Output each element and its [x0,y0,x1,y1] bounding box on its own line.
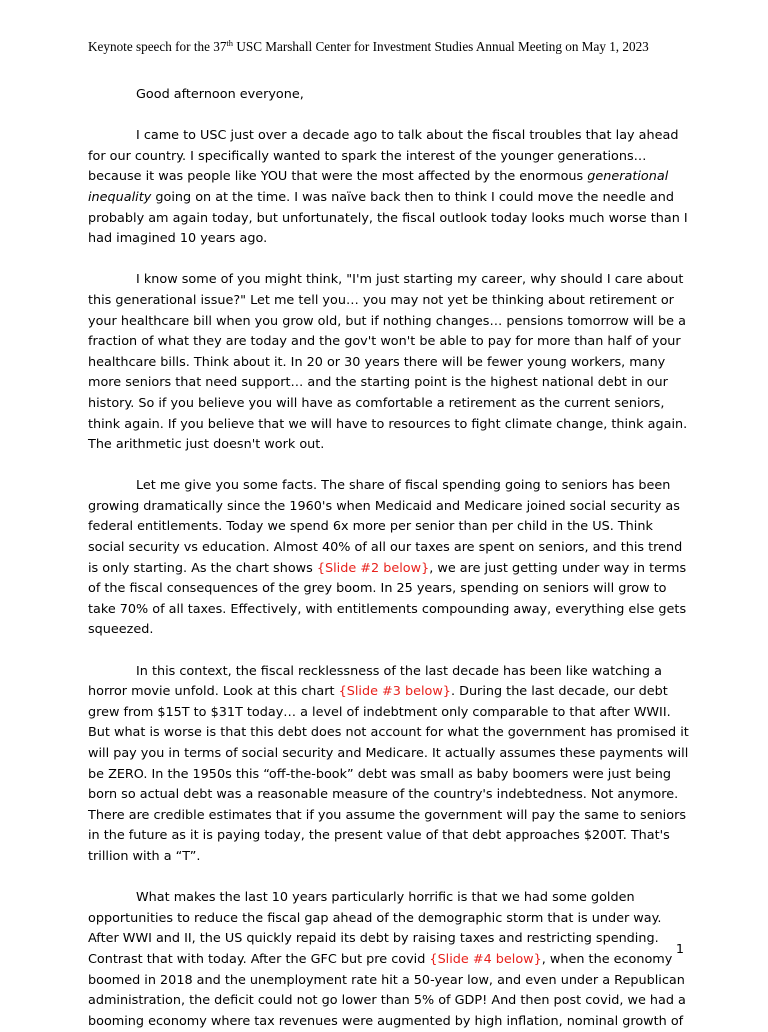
document-body [88,85,692,1032]
text-run: going on at the time. I was naïve back then to think I could move the needle and probably am again today, but unfortunately, the fiscal outlook today looks much worse than I had imagined 10 years ago. [88,189,688,247]
text-run: , when the economy boomed in 2018 and the unemployment rate hit a 50-year low, and even under a Republican administration, the deficit could not go lower than 5% of GDP! And then post covid, we had a booming economy where tax revenues were augmented by high inflation, nominal growth of [88,951,686,1029]
text-run: Let me give you some facts. The share of fiscal spending going to seniors has been growing dramatically since the 1960's when Medicaid and Medicare joined social security as federal entitlements. Today we spend 6x more per senior than per child in the US. Think social security vs education. Almost 40% of all our taxes are spent on seniors, and this trend is only starting. As the chart shows [88,478,683,576]
paragraph-5 [88,662,692,868]
text-run: Good afternoon everyone, [136,87,304,102]
paragraph-1 [88,85,692,106]
paragraph-4 [88,476,692,641]
slide-reference: {Slide #4 below} [429,951,542,967]
text-run: I know some of you might think, "I'm just starting my career, why should I care about this generational issue?" Let me tell you… you may not yet be thinking about retirement or your healthcare bill when you grow old, but if nothing changes… pensions tomorrow will be a fraction of what they are today and the gov't won't be able to pay for more than half of your healthcare bills. Think about it. In 20 or 30 years there will be fewer young workers, many more seniors that need support… and the starting point is the highest national debt in our history. So if you believe you will have as comfortable a retirement as the current seniors, think again. If you believe that we will have to resources to fight climate change, think again. The arithmetic just doesn't work out. [88,272,688,453]
header-ordinal-suffix: th [226,38,234,48]
paragraph-2 [88,126,692,250]
text-run: What makes the last 10 years particularly horrific is that we had some golden opportunities to reduce the fiscal gap ahead of the demographic storm that is under way. After WWI and II, the US quickly repaid its debt by raising taxes and restricting spending. Contrast that with today. After the GFC but pre covid [88,890,662,967]
slide-reference: {Slide #2 below} [316,560,430,576]
page-header [88,38,728,56]
slide-reference: {Slide #3 below} [338,684,451,700]
text-run: In this context, the fiscal recklessness of the last decade has been like watching a horror movie unfold. Look at this chart [88,663,662,700]
text-run: . During the last decade, our debt grew from $15T to $31T today… a level of indebtment only comparable to that after WWII. But what is worse is that this debt does not account for what the government has promised it will pay you in terms of social security and Medicare. It actually assumes these payments will be ZERO. In the 1950s this “off-the-book” debt was small as baby boomers were just being born so actual debt was a reasonable measure of the country's indebtedness. Not anymore. There are credible estimates that if you assume the government will pay the same to seniors in the future as it is paying today, the present value of that debt approaches $200T. That's trillion with a “T”. [88,684,689,864]
paragraph-6 [88,888,692,1032]
page-number: 1 [675,942,684,957]
text-run: I came to USC just over a decade ago to talk about the fiscal troubles that lay ahead for our country. I specifically wanted to spark the interest of the younger generations… because it was people like YOU that were the most affected by the enormous [88,128,679,185]
paragraph-3 [88,270,692,455]
header-text-suffix: USC Marshall Center for Investment Studies Annual Meeting on May 1, 2023 [233,39,649,54]
header-text-prefix: Keynote speech for the 37 [88,39,227,54]
text-run: , we are just getting under way in terms of the fiscal consequences of the grey boom. In 25 years, spending on seniors will grow to take 70% of all taxes. Effectively, with entitlements compounding away, everything else gets squeezed. [88,560,687,638]
emphasis-text: generational inequality [88,169,669,205]
